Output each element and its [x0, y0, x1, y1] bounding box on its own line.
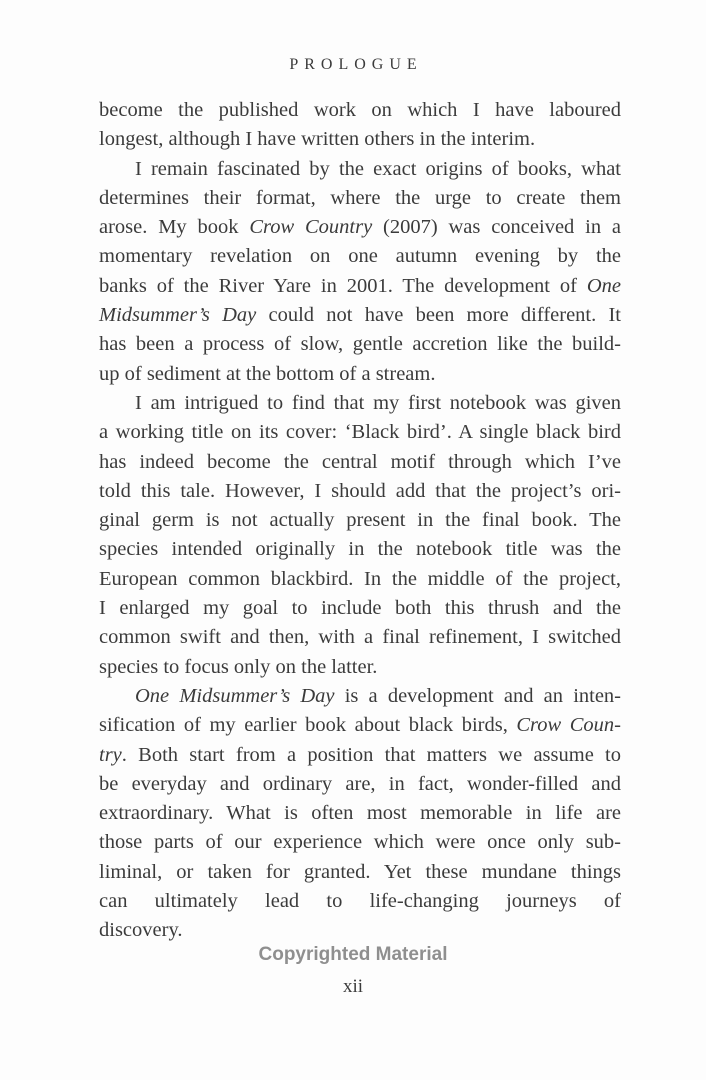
- text-line: European common blackbird. In the middle of the project,: [99, 567, 621, 590]
- text-line: those parts of our experience which were once only sub-: [99, 831, 621, 854]
- copyright-notice: Copyrighted Material: [258, 944, 448, 965]
- text-line: One Midsummer’s Day is a development and an inten-: [135, 684, 622, 707]
- text-line: can ultimately lead to life-changing journeys of: [99, 890, 621, 913]
- text-line: extraordinary. What is often most memorable in life are: [99, 802, 621, 825]
- paragraph: [99, 96, 621, 155]
- text-line: has been a process of slow, gentle accretion like the build-: [99, 333, 621, 356]
- text-line: become the published work on which I have laboured: [99, 99, 621, 121]
- paragraph: [99, 389, 621, 682]
- text-line: species to focus only on the latter.: [99, 655, 378, 678]
- text-line: species intended originally in the notebook title was the: [99, 538, 621, 561]
- text-line: I enlarged my goal to include both this thrush and the: [99, 597, 621, 620]
- text-line: liminal, or taken for granted. Yet these mundane things: [99, 860, 621, 883]
- text-line: discovery.: [99, 919, 183, 942]
- page-header: PROLOGUE: [289, 56, 423, 73]
- text-line: arose. My book Crow Country (2007) was conceived in a: [99, 216, 621, 239]
- text-block: [99, 96, 621, 946]
- text-line: momentary revelation on one autumn evening by the: [99, 245, 621, 268]
- text-line: ginal germ is not actually present in the final book. The: [99, 509, 621, 532]
- text-line: I am intrigued to find that my first notebook was given: [135, 391, 621, 414]
- text-line: longest, although I have written others in the interim.: [99, 128, 536, 151]
- page-number: xii: [342, 976, 364, 997]
- text-line: I remain fascinated by the exact origins of books, what: [135, 157, 621, 180]
- text-line: Midsummer’s Day could not have been more different. It: [99, 304, 621, 327]
- text-line: common swift and then, with a final refinement, I switched: [99, 626, 621, 649]
- text-line: up of sediment at the bottom of a stream.: [99, 362, 436, 385]
- text-line: a working title on its cover: ‘Black bird’. A single black bird: [99, 421, 621, 444]
- text-line: has indeed become the central motif through which I’ve: [99, 450, 621, 473]
- text-line: be everyday and ordinary are, in fact, wonder-filled and: [99, 772, 621, 795]
- text-line: told this tale. However, I should add that the project’s ori-: [99, 479, 621, 502]
- text-line: sification of my earlier book about black birds, Crow Coun-: [99, 714, 621, 737]
- paragraph: [99, 155, 621, 389]
- text-line: determines their format, where the urge to create them: [99, 186, 621, 209]
- text-line: banks of the River Yare in 2001. The development of One: [99, 274, 621, 297]
- text-line: try. Both start from a position that matters we assume to: [99, 743, 621, 766]
- paragraph: [99, 682, 621, 946]
